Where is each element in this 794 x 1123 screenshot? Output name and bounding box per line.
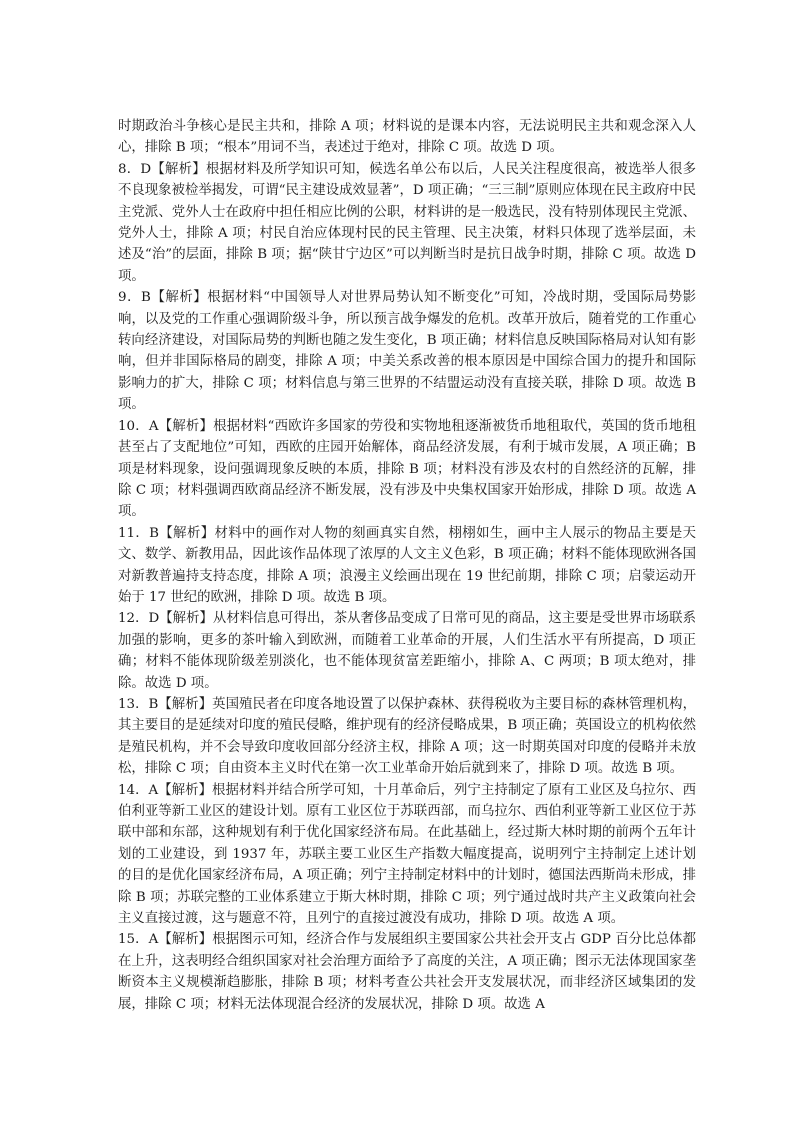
paragraph-q14: 14．A【解析】根据材料并结合所学可知，十月革命后，列宁主持制定了原有工业区及乌拉尔、西伯利亚等新工业区的建设计划。原有工业区位于苏联西部，而乌拉尔、西伯利亚等新工业区位于苏联中部和东部，这种规划有利于优化国家经济布局。在此基础上，经过斯大林时期的前两个五年计划的工业建设，到 1937 年，苏联主要工业区生产指数大幅度提高，说明列宁主持制定上述计划的目的是优化国家经济布局，A 项正确；列宁主持制定材料中的计划时，德国法西斯尚未形成，排除 B 项；苏联完整的工业体系建立于斯大林时期，排除 C 项；列宁通过战时共产主义政策向社会主义直接过渡，这与题意不符，且列宁的直接过渡没有成功，排除 D 项。故选 A 项。 xyxy=(118,782,696,927)
paragraph-q10: 10．A【解析】根据材料“西欧许多国家的劳役和实物地租逐渐被货币地租取代，英国的货币地租甚至占了支配地位”可知，西欧的庄园开始解体，商品经济发展，有利于城市发展，A 项正确；B 项是材料现象，设问强调现象反映的本质，排除 B 项；材料没有涉及农村的自然经济的瓦解，排除 C 项；材料强调西欧商品经济不断发展，没有涉及中央集权国家开始形成，排除 D 项。故选 A 项。 xyxy=(118,418,696,520)
paragraph-q8: 8．D【解析】根据材料及所学知识可知，候选名单公布以后，人民关注程度很高，被选举人很多不良现象被检举揭发，可谓“民主建设成效显著”，D 项正确；“三三制”原则应体现在民主政府中民主党派、党外人士在政府中担任相应比例的公职，材料讲的是一般选民，没有特别体现民主党派、党外人士，排除 A 项；村民自治应体现村民的民主管理、民主决策，材料只体现了选举层面，未述及“治”的层面，排除 B 项；据“陕甘宁边区”可以判断当时是抗日战争时期，排除 C 项。故选 D 项。 xyxy=(118,161,696,284)
paragraph-q11: 11．B【解析】材料中的画作对人物的刻画真实自然，栩栩如生，画中主人展示的物品主要是天文、数学、新教用品，因此该作品体现了浓厚的人文主义色彩，B 项正确；材料不能体现欧洲各国对新教普遍持支持态度，排除 A 项；浪漫主义绘画出现在 19 世纪前期，排除 C 项；启蒙运动开始于 17 世纪的欧洲，排除 D 项。故选 B 项。 xyxy=(118,525,696,605)
answer-explanations xyxy=(118,116,696,1015)
paragraph-q13: 13．B【解析】英国殖民者在印度各地设置了以保护森林、获得税收为主要目标的森林管理机构，其主要目的是延续对印度的殖民侵略，维护现有的经济侵略成果，B 项正确；英国设立的机构依然是殖民机构，并不会导致印度收回部分经济主权，排除 A 项；这一时期英国对印度的侵略并未放松，排除 C 项；自由资本主义时代在第一次工业革命开始后就到来了，排除 D 项。故选 B 项。 xyxy=(118,696,696,777)
paragraph-q9: 9．B【解析】根据材料“中国领导人对世界局势认知不断变化”可知，冷战时期，受国际局势影响，以及党的工作重心强调阶级斗争，所以预言战争爆发的危机。改革开放后，随着党的工作重心转向经济建设，对国际局势的判断也随之发生变化，B 项正确；材料信息反映国际格局对认知有影响，但并非国际格局的剧变，排除 A 项；中美关系改善的根本原因是中国综合国力的提升和国际影响力的扩大，排除 C 项；材料信息与第三世界的不结盟运动没有直接关联，排除 D 项。故选 B 项。 xyxy=(118,290,696,413)
paragraph-q7-continued: 时期政治斗争核心是民主共和，排除 A 项；材料说的是课本内容，无法说明民主共和观念深入人心，排除 B 项；“根本”用词不当，表述过于绝对，排除 C 项。故选 D 项。 xyxy=(118,119,696,156)
paragraph-q12: 12．D【解析】从材料信息可得出，茶从奢侈品变成了日常可见的商品，这主要是受世界市场联系加强的影响，更多的茶叶输入到欧洲，而随着工业革命的开展，人们生活水平有所提高，D 项正确；材料不能体现阶级差别淡化，也不能体现贫富差距缩小，排除 A、C 两项；B 项太绝对，排除。故选 D 项。 xyxy=(118,611,696,691)
paragraph-q15: 15．A【解析】根据图示可知，经济合作与发展组织主要国家公共社会开支占 GDP 百分比总体都在上升，这表明经合组织国家对社会治理方面给予了高度的关注，A 项正确；图示无法体现国家垄断资本主义规模渐趋膨胀，排除 B 项；材料考查公共社会开支发展状况，而非经济区域集团的发展，排除 C 项；材料无法体现混合经济的发展状况，排除 D 项。故选 A xyxy=(118,932,696,1012)
